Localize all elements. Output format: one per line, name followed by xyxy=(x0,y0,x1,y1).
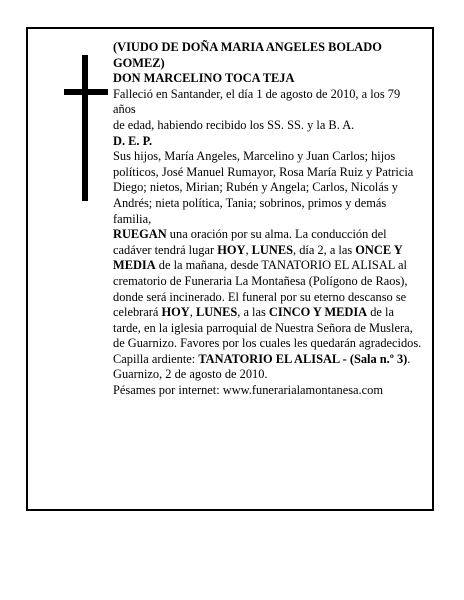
place-date: Guarnizo, 2 de agosto de 2010. xyxy=(113,367,268,382)
deceased-name: DON MARCELINO TOCA TEJA xyxy=(113,71,295,86)
capilla-line: Capilla ardiente: TANATORIO EL ALISAL - (Sala n.º 3). xyxy=(113,351,411,366)
cross-icon xyxy=(64,55,108,201)
death-line-2: de edad, habiendo recibido los SS. SS. y la B. A. xyxy=(113,117,355,132)
family-text: Sus hijos, María Angeles, Marcelino y Juan Carlos; hijos políticos, José Manuel Rumayor, Rosa María Ruiz y Patricia Diego; nietos, Mirian; Rubén y Angela; Carlos, Nicolás y Andrés; nieta política, Tania; sobrinos, primos y demás familia, xyxy=(113,149,414,226)
condolences-line: Pésames por internet: www.funerarialamontanesa.com xyxy=(113,383,383,398)
dep-text: D. E. P. xyxy=(113,133,153,148)
obituary-text xyxy=(113,40,423,399)
death-line-1: Falleció en Santander, el día 1 de agosto de 2010, a los 79 años xyxy=(113,86,401,117)
obituary-frame xyxy=(26,27,434,511)
widower-line: (VIUDO DE DOÑA MARIA ANGELES BOLADO GOMEZ) xyxy=(113,40,382,70)
ceremony-text: RUEGAN una oración por su alma. La conducción del cadáver tendrá lugar HOY, LUNES, día 2, a las ONCE Y MEDIA de la mañana, desde TANATORIO EL ALISAL al crematorio de Funeraria La Montañesa (Polígono de Raos), donde será incinerado. El funeral por su eterno descanso se celebrará HOY, LUNES, a las CINCO Y MEDIA de la tarde, en la iglesia parroquial de Nuestra Señora de Muslera, de Guarnizo. Favores por los cuales les quedarán agradecidos. xyxy=(113,227,422,351)
